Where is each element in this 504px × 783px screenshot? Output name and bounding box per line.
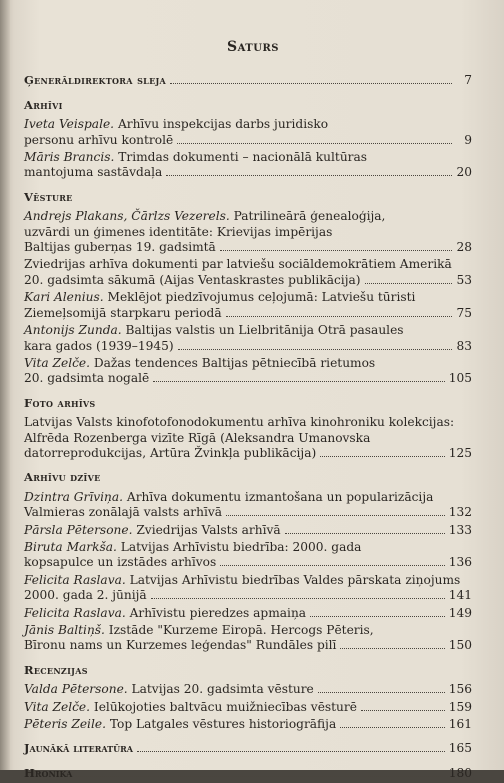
leader-dots bbox=[153, 381, 444, 382]
entry-title-line bbox=[24, 150, 472, 165]
entry-title-text: uzvārdi un ģimenes identitāte: Krievijas impērijas bbox=[24, 224, 333, 239]
toc-entry bbox=[24, 606, 472, 621]
entry-author: Iveta Veispale. bbox=[24, 117, 115, 132]
entry-title-line bbox=[24, 540, 472, 555]
toc-entry bbox=[24, 682, 472, 697]
entry-title-text: Baltijas valstis un Lielbritānija Otrā pasaules bbox=[125, 323, 404, 338]
leader-dots bbox=[220, 250, 452, 251]
toc-entry bbox=[24, 623, 472, 654]
director-column-label: Ģenerāldirektora sleja bbox=[24, 73, 167, 88]
entry-last-line bbox=[24, 371, 472, 386]
literature-label: Jaunākā literatūra bbox=[24, 741, 133, 756]
entry-title-text: Izstāde "Kurzeme Eiropā. Hercogs Pēteris, bbox=[108, 623, 374, 637]
page-number: 20 bbox=[456, 165, 472, 180]
entry-title-text: mantojuma sastāvdaļa bbox=[24, 165, 163, 180]
entry-title-line bbox=[24, 257, 472, 272]
entry-last-text-wrap bbox=[24, 371, 149, 386]
entry-title-line bbox=[24, 117, 472, 132]
entry-last-line bbox=[24, 306, 472, 321]
entry-author: Vita Zelče. bbox=[24, 355, 91, 370]
page-number: 136 bbox=[448, 555, 472, 570]
entry-last-line bbox=[24, 717, 472, 732]
entry-last-text-wrap bbox=[24, 555, 216, 570]
page-number: 75 bbox=[456, 305, 472, 320]
entry-title-text: kopsapulce un izstādes arhīvos bbox=[24, 555, 217, 570]
leader-dots bbox=[285, 533, 445, 534]
entry-title-text: Arhīva dokumentu izmantošana un popularizācija bbox=[126, 489, 434, 504]
page-number: 161 bbox=[448, 717, 472, 732]
entry-title-line bbox=[24, 209, 472, 224]
leader-dots bbox=[220, 565, 444, 566]
entry-title-text: Dažas tendences Baltijas pētniecībā rietumos bbox=[93, 355, 376, 370]
toc-entry bbox=[24, 573, 472, 604]
entry-title-line bbox=[24, 415, 472, 430]
entry-author: Valda Pētersone. bbox=[24, 682, 128, 697]
entry-last-text-wrap bbox=[24, 273, 361, 288]
entry-last-text-wrap bbox=[24, 700, 357, 715]
page-number: 125 bbox=[448, 445, 472, 460]
entry-last-text-wrap bbox=[24, 682, 314, 697]
toc-entry bbox=[24, 356, 472, 387]
toc-entry bbox=[24, 415, 472, 461]
entry-author: Andrejs Plakans, Čārlzs Vezerels. bbox=[24, 209, 230, 224]
entry-last-line bbox=[24, 588, 472, 603]
entry-last-line bbox=[24, 505, 472, 520]
entry-author: Māris Brancis. bbox=[24, 150, 115, 165]
section-heading: Foto arhīvs bbox=[24, 395, 96, 410]
entry-title-text: Bīronu nams un Kurzemes leģendas" Rundāles pilī bbox=[24, 638, 337, 653]
entry-title-text: Patrilineārā ģenealoģija, bbox=[233, 209, 386, 224]
page-number: 149 bbox=[448, 605, 472, 620]
page-number: 180 bbox=[448, 765, 472, 780]
entry-last-line bbox=[24, 682, 472, 697]
director-column-entry bbox=[24, 73, 472, 88]
entry-title-text: Valmieras zonālajā valsts arhīvā bbox=[24, 505, 223, 520]
toc-entry bbox=[24, 117, 472, 148]
entry-last-line bbox=[24, 606, 472, 621]
entry-last-text-wrap bbox=[24, 133, 173, 148]
leader-dots bbox=[166, 175, 452, 176]
leader-dots bbox=[226, 316, 452, 317]
entry-last-line bbox=[24, 700, 472, 715]
entry-title-line bbox=[24, 490, 472, 505]
page-number: 28 bbox=[456, 240, 472, 255]
entry-author: Pēteris Zeile. bbox=[24, 717, 106, 732]
entry-title-text: datorreprodukcijas, Artūra Žvinkļa publikācija) bbox=[24, 445, 317, 460]
leader-dots bbox=[226, 515, 445, 516]
page-number: 83 bbox=[456, 338, 472, 353]
entry-last-text-wrap bbox=[24, 339, 174, 354]
page-number: 7 bbox=[464, 73, 472, 88]
toc-title: Saturs bbox=[226, 39, 280, 55]
leader-dots bbox=[320, 456, 445, 457]
leader-dots bbox=[137, 751, 445, 752]
leader-dots bbox=[177, 143, 452, 144]
entry-last-line bbox=[24, 240, 472, 255]
leader-dots bbox=[340, 727, 445, 728]
entry-author: Antonijs Zunda. bbox=[24, 323, 122, 338]
leader-dots bbox=[76, 776, 444, 777]
page-number: 156 bbox=[448, 682, 472, 697]
entry-last-text-wrap bbox=[24, 446, 316, 461]
entry-last-text-wrap bbox=[24, 606, 306, 621]
entry-author: Dzintra Grīviņa. bbox=[24, 489, 124, 504]
entry-title-text: Zviedrijas Valsts arhīvā bbox=[136, 522, 281, 537]
toc-entry bbox=[24, 490, 472, 521]
entry-title-text: personu arhīvu kontrolē bbox=[24, 132, 174, 147]
toc-entry bbox=[24, 209, 472, 255]
page-number: 165 bbox=[448, 741, 472, 756]
leader-dots bbox=[151, 598, 445, 599]
page-number: 9 bbox=[464, 132, 472, 147]
entry-title-text: 20. gadsimta nogalē bbox=[24, 371, 150, 386]
chronicle-entry bbox=[24, 766, 472, 781]
entry-last-line bbox=[24, 555, 472, 570]
entry-title-text: Arhīvistu pieredzes apmaiņa bbox=[129, 605, 307, 620]
section-heading: Arhīvi bbox=[24, 97, 63, 112]
page-number: 133 bbox=[448, 522, 472, 537]
entry-last-line bbox=[24, 133, 472, 148]
entry-author: Biruta Markša. bbox=[24, 539, 117, 554]
entry-author: Felicita Raslava. bbox=[24, 572, 126, 587]
entry-title-line bbox=[24, 290, 472, 305]
entry-last-line bbox=[24, 165, 472, 180]
entry-title-text: Zviedrijas arhīva dokumenti par latviešu sociāldemokrātiem Amerikā bbox=[24, 257, 452, 272]
entry-title-text: Top Latgales vēstures historiogrāfija bbox=[109, 717, 337, 732]
toc-entry bbox=[24, 717, 472, 732]
section-heading: Arhīvu dzīve bbox=[24, 470, 101, 485]
leader-dots bbox=[318, 692, 445, 693]
entry-last-line bbox=[24, 638, 472, 653]
entry-author: Kari Alenius. bbox=[24, 290, 104, 305]
entry-title-text: Trimdas dokumenti – nacionālā kultūras bbox=[118, 150, 368, 165]
entry-author: Jānis Baltiņš. bbox=[24, 623, 105, 637]
entry-title-text: Latvijas Arhīvistu biedrība: 2000. gada bbox=[120, 539, 362, 554]
toc-entry bbox=[24, 540, 472, 571]
entry-title-text: Baltijas guberņas 19. gadsimtā bbox=[24, 240, 216, 255]
entry-last-line bbox=[24, 446, 472, 461]
section-heading: Vēsture bbox=[24, 189, 73, 204]
chronicle-label: Hronika bbox=[24, 765, 73, 780]
page-number: 141 bbox=[448, 588, 472, 603]
entry-last-text-wrap bbox=[24, 588, 147, 603]
entry-title-text: Latvijas 20. gadsimta vēsture bbox=[131, 682, 314, 697]
entry-title-line bbox=[24, 573, 472, 588]
entry-last-text-wrap bbox=[24, 717, 336, 732]
entry-author: Vita Zelče. bbox=[24, 699, 91, 714]
page-number: 132 bbox=[448, 505, 472, 520]
entry-title-text: Ziemeļsomijā starpkaru periodā bbox=[24, 305, 222, 320]
leader-dots bbox=[365, 283, 452, 284]
page-number: 105 bbox=[448, 371, 472, 386]
entry-last-line bbox=[24, 273, 472, 288]
toc-entry bbox=[24, 257, 472, 288]
page-gutter bbox=[0, 0, 10, 770]
leader-dots bbox=[178, 349, 452, 350]
toc-sections bbox=[24, 98, 472, 733]
literature-entry bbox=[24, 741, 472, 756]
entry-title-text: Latvijas Arhīvistu biedrības Valdes pārskata ziņojums bbox=[129, 572, 461, 587]
entry-last-text-wrap bbox=[24, 505, 222, 520]
toc-entry bbox=[24, 290, 472, 321]
section-heading: Recenzijas bbox=[24, 662, 88, 677]
page-number: 159 bbox=[448, 699, 472, 714]
leader-dots bbox=[340, 648, 444, 649]
entry-title-text: Arhīvu inspekcijas darbs juridisko bbox=[117, 117, 329, 132]
entry-last-line bbox=[24, 339, 472, 354]
entry-last-text-wrap bbox=[24, 638, 336, 653]
entry-title-text: Meklējot piedzīvojumus ceļojumā: Latviešu tūristi bbox=[107, 290, 416, 305]
entry-title-line bbox=[24, 225, 472, 240]
entry-title-text: kara gados (1939–1945) bbox=[24, 338, 174, 353]
entry-last-text-wrap bbox=[24, 165, 162, 180]
entry-last-text-wrap bbox=[24, 240, 216, 255]
entry-last-text-wrap bbox=[24, 523, 281, 538]
leader-dots bbox=[361, 710, 445, 711]
entry-title-line bbox=[24, 623, 472, 638]
toc-entry bbox=[24, 150, 472, 181]
entry-title-text: 2000. gada 2. jūnijā bbox=[24, 588, 147, 603]
page-number: 53 bbox=[456, 272, 472, 287]
leader-dots bbox=[310, 616, 445, 617]
entry-title-line bbox=[24, 356, 472, 371]
table-of-contents bbox=[24, 40, 472, 783]
entry-author: Pārsla Pētersone. bbox=[24, 522, 133, 537]
toc-entry bbox=[24, 323, 472, 354]
entry-title-text: Alfrēda Rozenberga vizīte Rīgā (Aleksandra Umanovska bbox=[24, 430, 371, 445]
entry-last-line bbox=[24, 523, 472, 538]
entry-title-text: Latvijas Valsts kinofotofonodokumentu arhīva kinohroniku kolekcijas: bbox=[24, 415, 455, 430]
entry-title-text: 20. gadsimta sākumā (Aijas Ventaskrastes publikācija) bbox=[24, 272, 361, 287]
page-number: 150 bbox=[448, 638, 472, 653]
toc-entry bbox=[24, 523, 472, 538]
leader-dots bbox=[170, 83, 452, 84]
entry-title-line bbox=[24, 323, 472, 338]
entry-author: Felicita Raslava. bbox=[24, 605, 126, 620]
toc-entry bbox=[24, 700, 472, 715]
entry-title-line bbox=[24, 431, 472, 446]
entry-last-text-wrap bbox=[24, 306, 222, 321]
entry-title-text: Ielūkojoties baltvācu muižniecības vēsturē bbox=[93, 699, 357, 714]
